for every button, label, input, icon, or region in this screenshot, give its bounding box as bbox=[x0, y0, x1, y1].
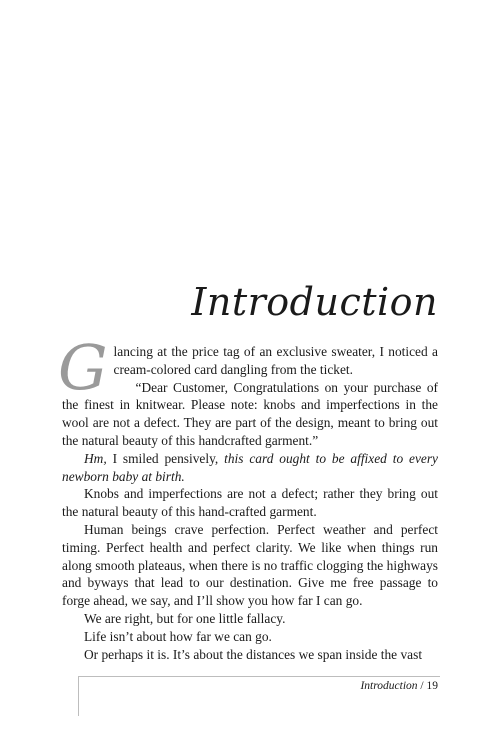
paragraph: Or perhaps it is. It’s about the distances we span inside the vast bbox=[84, 646, 423, 662]
footer-rule-horizontal bbox=[78, 676, 440, 677]
body-text bbox=[58, 331, 438, 663]
drop-cap: G bbox=[58, 331, 108, 404]
paragraph: “Dear Customer, Congratulations on your purchase of the finest in knitwear. Please note: knobs and imperfections in the wool are not a defect. They are part of the design, meant to bring out the natural beauty of this handcrafted garment.” bbox=[62, 379, 438, 448]
paragraph-text: I smiled pensively, bbox=[106, 450, 225, 466]
paragraph: Knobs and imperfections are not a defect; rather they bring out the natural beauty of this hand-crafted garment. bbox=[62, 486, 438, 520]
paragraph: Human beings crave perfection. Perfect weather and perfect timing. Perfect health and perfect clarity. We like when things run along smooth plateaus, when there is no traffic clogging the highways and byways that lead to our destination. Give me free passage to forge ahead, we say, and I’ll show you how far I can go. bbox=[62, 521, 438, 609]
page-folio bbox=[360, 680, 438, 692]
page-number: 19 bbox=[426, 680, 438, 692]
chapter-title: Introduction bbox=[191, 280, 438, 324]
running-head: Introduction bbox=[360, 680, 418, 692]
folio-separator: / bbox=[417, 680, 427, 692]
emphasis-text: this card ought to be affixed to every newborn baby at birth. bbox=[62, 450, 438, 484]
footer-rule-vertical bbox=[78, 676, 79, 716]
paragraph bbox=[58, 331, 438, 404]
emphasis-text: Hm, bbox=[84, 450, 107, 466]
paragraph: We are right, but for one little fallacy. bbox=[84, 610, 286, 626]
paragraph: Life isn’t about how far we can go. bbox=[84, 628, 272, 644]
paragraph bbox=[62, 450, 438, 486]
paragraph-text: lancing at the price tag of an exclusive sweater, I noticed a cream-colored card dangling from the ticket. bbox=[113, 344, 438, 377]
